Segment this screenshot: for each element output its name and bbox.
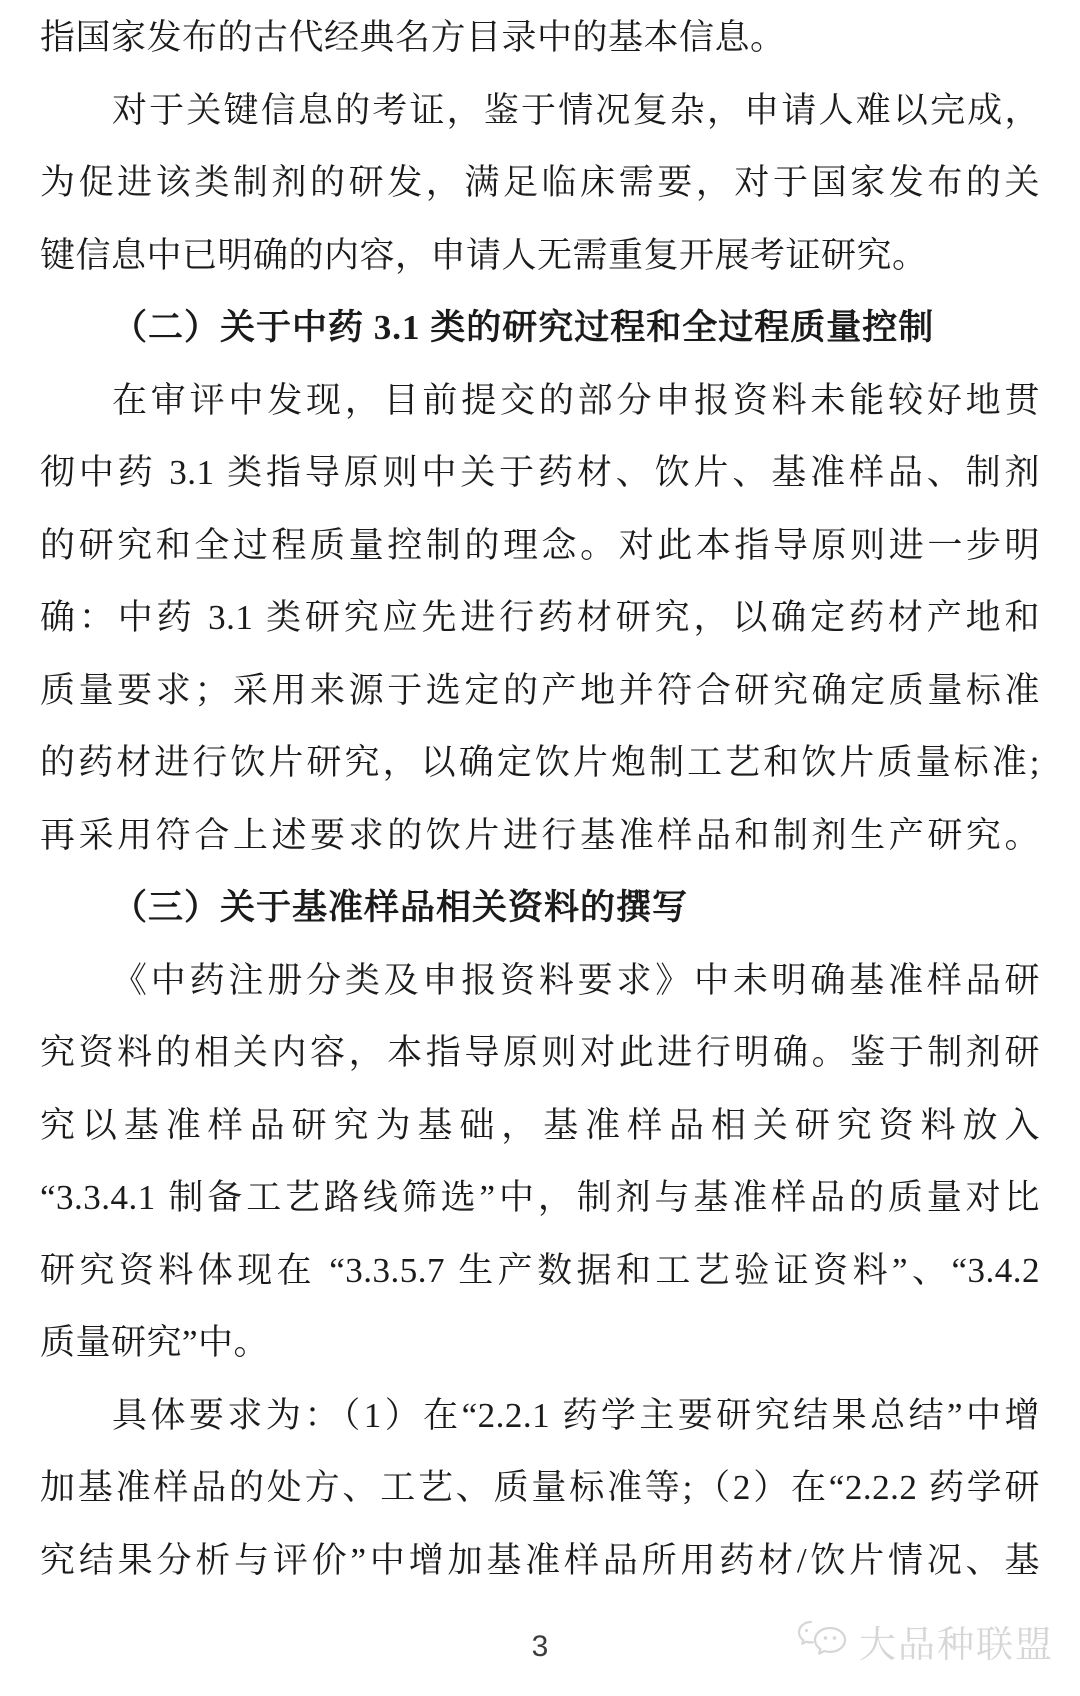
body-line: 究结果分析与评价”中增加基准样品所用药材/饮片情况、基	[40, 1540, 1040, 1580]
body-line: 再采用符合上述要求的饮片进行基准样品和制剂生产研究。	[40, 815, 1040, 855]
body-line: 究以基准样品研究为基础，基准样品相关研究资料放入	[40, 1105, 1040, 1145]
body-line: “3.3.4.1 制备工艺路线筛选”中，制剂与基准样品的质量对比	[40, 1178, 1040, 1217]
section-heading-2: （二）关于中药 3.1 类的研究过程和全过程质量控制	[112, 308, 935, 347]
watermark	[797, 1614, 1054, 1668]
body-line: 质量要求；采用来源于选定的产地并符合研究确定质量标准	[40, 670, 1040, 710]
body-line: 指国家发布的古代经典名方目录中的基本信息。	[40, 18, 786, 57]
page-number: 3	[531, 1630, 549, 1663]
body-line: 加基准样品的处方、工艺、质量标准等;（2）在“2.2.2 药学研	[40, 1468, 1040, 1507]
body-line: 的研究和全过程质量控制的理念。对此本指导原则进一步明	[40, 525, 1040, 565]
body-line: 质量研究”中。	[40, 1323, 270, 1362]
body-line: 在审评中发现，目前提交的部分申报资料未能较好地贯	[112, 380, 1040, 420]
wechat-chat-bubbles-icon	[797, 1618, 851, 1664]
body-line: 彻中药 3.1 类指导原则中关于药材、饮片、基准样品、制剂	[40, 453, 1040, 492]
body-line: 的药材进行饮片研究，以确定饮片炮制工艺和饮片质量标准;	[40, 743, 1040, 782]
body-line: 研究资料体现在 “3.3.5.7 生产数据和工艺验证资料”、“3.4.2	[40, 1250, 1040, 1290]
body-line: 为促进该类制剂的研发，满足临床需要，对于国家发布的关	[40, 163, 1040, 202]
page-content	[40, 2, 1040, 1597]
body-line: 具体要求为：（1）在“2.2.1 药学主要研究结果总结”中增	[112, 1395, 1040, 1435]
section-heading-3: （三）关于基准样品相关资料的撰写	[112, 888, 689, 927]
body-line: 对于关键信息的考证，鉴于情况复杂，申请人难以完成，	[112, 90, 1040, 130]
body-line: 究资料的相关内容，本指导原则对此进行明确。鉴于制剂研	[40, 1033, 1040, 1072]
body-line: 确：中药 3.1 类研究应先进行药材研究，以确定药材产地和	[40, 598, 1040, 637]
body-line: 《中药注册分类及申报资料要求》中未明确基准样品研	[112, 960, 1040, 1000]
body-line: 键信息中已明确的内容，申请人无需重复开展考证研究。	[40, 235, 928, 275]
watermark-label: 大品种联盟	[859, 1624, 1054, 1665]
